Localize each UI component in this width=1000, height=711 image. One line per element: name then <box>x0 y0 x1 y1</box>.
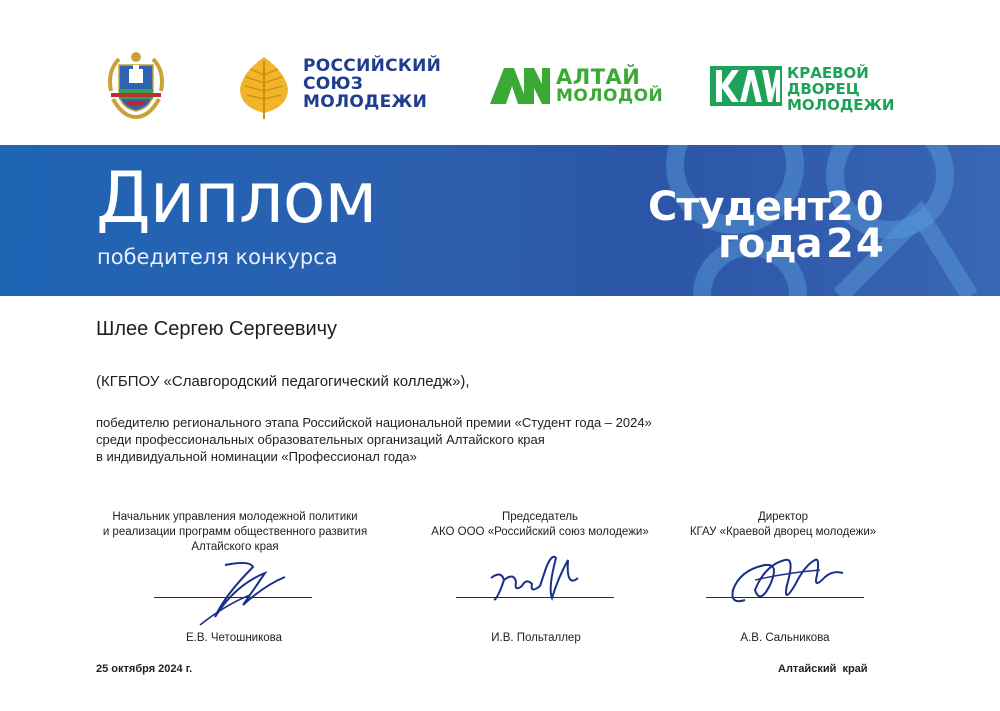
issue-region: Алтайский край <box>778 663 868 675</box>
signature-2-image <box>486 548 586 613</box>
signatory-1-title <box>80 510 390 555</box>
kdm-line2: ДВОРЕЦ <box>787 80 860 99</box>
rsm-line1: РОССИЙСКИЙ <box>303 56 442 76</box>
signatory-3-name: А.В. Сальникова <box>740 632 830 644</box>
signatory-1-name: Е.В. Четошникова <box>185 632 283 644</box>
sig1-title-line1: Начальник управления молодежной политики <box>112 511 358 523</box>
signatory-3-title <box>628 510 938 540</box>
award-description <box>96 414 652 465</box>
brand-line2: года <box>718 221 822 267</box>
recipient-name: Шлее Сергею Сергеевичу <box>96 318 338 340</box>
altai-molodoy-mark-icon <box>490 68 550 104</box>
kdm-line3: МОЛОДЕЖИ <box>787 96 895 115</box>
kdm-line1: КРАЕВОЙ <box>787 64 869 82</box>
rsm-leaf-icon <box>236 55 292 121</box>
sig3-title-line2: КГАУ «Краевой дворец молодежи» <box>689 526 877 538</box>
diploma-title: Диплом <box>96 157 377 239</box>
signatory-2-name: И.В. Польталлер <box>491 632 581 644</box>
sig3-title-line1: Директор <box>757 511 809 523</box>
signature-1-image <box>195 555 295 630</box>
am-line2: МОЛОДОЙ <box>556 86 664 107</box>
altai-molodoy-text <box>556 66 663 106</box>
desc-line3: в индивидуальной номинации «Профессионал года» <box>96 449 417 464</box>
diploma-subtitle: победителя конкурса <box>97 245 338 269</box>
issue-date: 25 октября 2024 г. <box>96 663 193 675</box>
kdm-text <box>787 65 894 114</box>
am-line1: АЛТАЙ <box>556 65 641 89</box>
desc-line2: среди профессиональных образовательных организаций Алтайского края <box>96 432 545 447</box>
coat-of-arms-icon <box>103 51 169 121</box>
kdm-mark-icon <box>710 66 782 106</box>
brand-year-top: 20 <box>826 184 886 230</box>
brand-line1: Студент <box>648 184 830 230</box>
rsm-line2: СОЮЗ <box>303 73 364 94</box>
signature-3-image <box>725 545 850 615</box>
sig2-title-line2: АКО ООО «Российский союз молодежи» <box>431 526 649 538</box>
recipient-organization: (КГБПОУ «Славгородский педагогический колледж»), <box>96 373 470 390</box>
rsm-line3: МОЛОДЕЖИ <box>303 91 428 112</box>
brand-year-bottom: 24 <box>826 221 886 267</box>
sig1-title-line3: Алтайского края <box>191 541 279 553</box>
sig1-title-line2: и реализации программ общественного развития <box>102 526 368 538</box>
sig2-title-line1: Председатель <box>501 511 579 523</box>
desc-line1: победителю регионального этапа Российской национальной премии «Студент года – 2024» <box>96 415 652 430</box>
rsm-logo-text <box>303 58 441 112</box>
